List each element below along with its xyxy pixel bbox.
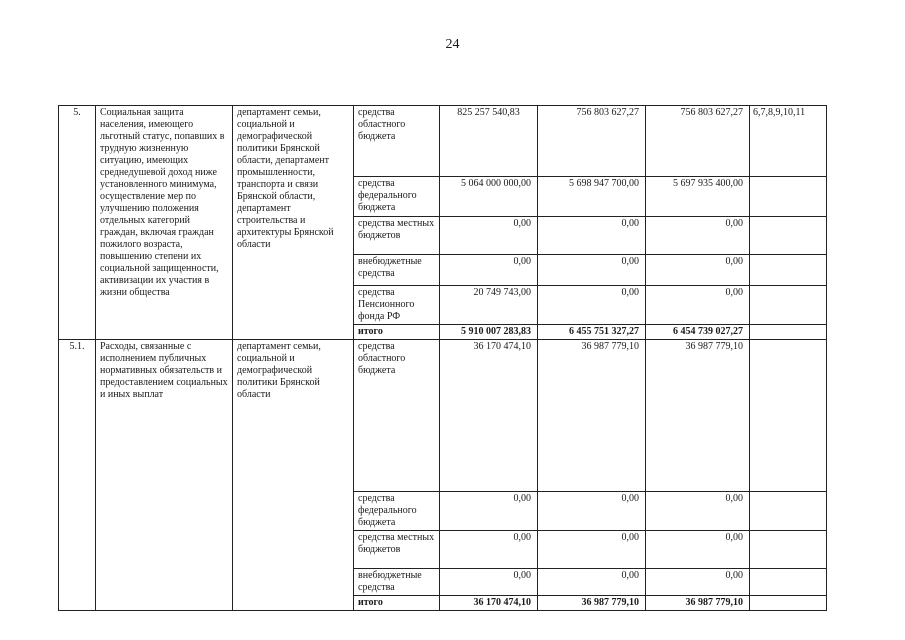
funding-source: внебюджетные средства (354, 569, 440, 596)
amount-year3: 0,00 (646, 492, 750, 531)
target-indicators-empty (750, 531, 827, 569)
row-number: 5. (59, 106, 96, 340)
target-indicators-empty (750, 177, 827, 217)
amount-year2: 0,00 (538, 531, 646, 569)
amount-year2: 0,00 (538, 217, 646, 255)
amount-year2: 0,00 (538, 255, 646, 286)
amount-year3: 36 987 779,10 (646, 340, 750, 492)
amount-year3: 0,00 (646, 286, 750, 325)
budget-table (58, 105, 827, 611)
total-year1: 5 910 007 283,83 (440, 325, 538, 340)
amount-year3: 0,00 (646, 255, 750, 286)
page-number: 24 (445, 37, 460, 52)
target-indicators-empty (750, 492, 827, 531)
funding-source: средства Пенсионного фонда РФ (354, 286, 440, 325)
amount-year1: 0,00 (440, 531, 538, 569)
amount-year3: 0,00 (646, 569, 750, 596)
amount-year1: 825 257 540,83 (440, 106, 538, 177)
target-indicators-empty (750, 596, 827, 611)
total-label: итого (354, 596, 440, 611)
amount-year1: 0,00 (440, 255, 538, 286)
amount-year1: 36 170 474,10 (440, 340, 538, 492)
target-indicators-empty (750, 569, 827, 596)
amount-year2: 756 803 627,27 (538, 106, 646, 177)
target-indicators-empty (750, 217, 827, 255)
target-indicators: 6,7,8,9,10,11 (750, 106, 827, 177)
amount-year2: 0,00 (538, 569, 646, 596)
total-year1: 36 170 474,10 (440, 596, 538, 611)
funding-source: средства областного бюджета (354, 340, 440, 492)
funding-source: средства федерального бюджета (354, 177, 440, 217)
amount-year3: 0,00 (646, 531, 750, 569)
total-year3: 6 454 739 027,27 (646, 325, 750, 340)
funding-source: средства местных бюджетов (354, 217, 440, 255)
amount-year1: 0,00 (440, 569, 538, 596)
target-indicators-empty (750, 286, 827, 325)
table-row (59, 340, 827, 492)
amount-year2: 0,00 (538, 492, 646, 531)
amount-year2: 5 698 947 700,00 (538, 177, 646, 217)
activity-description: Социальная защита населения, имеющего льготный статус, попавших в трудную жизненную ситуацию, имеющих среднедушевой доход ниже установленного минимума, осуществление мер по улучшению положения отдельных категорий граждан, включая граждан пожилого возраста, повышению степени их социальной защищенности, активизации их участия в жизни общества (96, 106, 233, 340)
table-row (59, 106, 827, 177)
amount-year3: 5 697 935 400,00 (646, 177, 750, 217)
total-label: итого (354, 325, 440, 340)
funding-source: средства областного бюджета (354, 106, 440, 177)
amount-year3: 756 803 627,27 (646, 106, 750, 177)
amount-year2: 0,00 (538, 286, 646, 325)
executor-cell: департамент семьи, социальной и демографической политики Брянской области, департамент промышленности, транспорта и связи Брянской области, департамент строительства и архитектуры Брянской области (233, 106, 354, 340)
row-number: 5.1. (59, 340, 96, 611)
funding-source: средства федерального бюджета (354, 492, 440, 531)
target-indicators-empty (750, 255, 827, 286)
amount-year3: 0,00 (646, 217, 750, 255)
funding-source: внебюджетные средства (354, 255, 440, 286)
amount-year2: 36 987 779,10 (538, 340, 646, 492)
target-indicators-empty (750, 325, 827, 340)
amount-year1: 0,00 (440, 492, 538, 531)
target-indicators-empty (750, 340, 827, 492)
amount-year1: 20 749 743,00 (440, 286, 538, 325)
executor-cell: департамент семьи, социальной и демографической политики Брянской области (233, 340, 354, 611)
funding-source: средства местных бюджетов (354, 531, 440, 569)
total-year2: 6 455 751 327,27 (538, 325, 646, 340)
total-year3: 36 987 779,10 (646, 596, 750, 611)
amount-year1: 0,00 (440, 217, 538, 255)
total-year2: 36 987 779,10 (538, 596, 646, 611)
activity-description: Расходы, связанные с исполнением публичных нормативных обязательств и предоставлением социальных и иных выплат (96, 340, 233, 611)
amount-year1: 5 064 000 000,00 (440, 177, 538, 217)
